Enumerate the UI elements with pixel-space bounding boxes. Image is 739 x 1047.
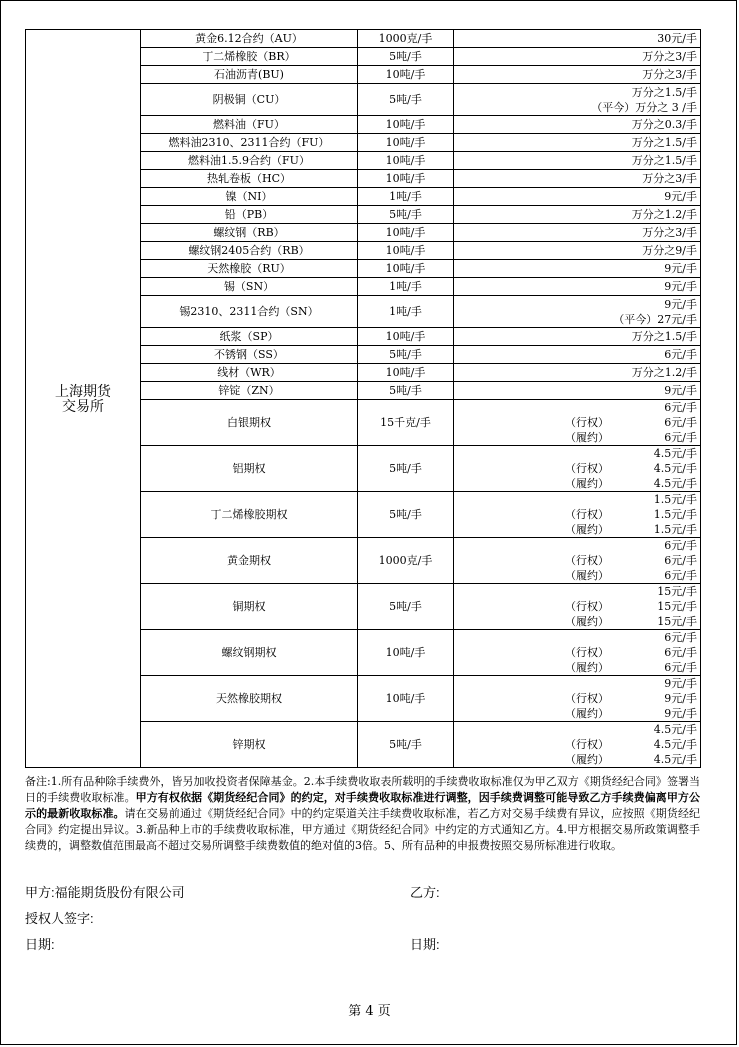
- fee-line: [454, 153, 697, 168]
- fee-line: [454, 568, 697, 583]
- fee-value: 4.5元/手: [653, 477, 697, 490]
- fee-value: 1.5元/手: [653, 523, 697, 536]
- fee-qualifier: （履约）: [565, 707, 609, 720]
- trade-unit: 10吨/手: [358, 66, 454, 84]
- party-b-label: 乙方:: [410, 885, 440, 900]
- trade-unit: 1吨/手: [358, 278, 454, 296]
- fee-line: [454, 135, 697, 150]
- fee-cell: [454, 242, 701, 260]
- product-name: 燃料油1.5.9合约（FU）: [141, 152, 358, 170]
- fee-line: [454, 243, 697, 258]
- trade-unit: 5吨/手: [358, 84, 454, 116]
- notes-text-continued: 请在交易前通过《期货经纪合同》中的约定渠道关注手续费收取标准，若乙方对交易手续费有异议，应按照《期货经纪合同》约定提出异议。3.新品种上市的手续费收取标准，甲方通过《期货经纪合同》中约定的方式通知乙方。4.甲方根据交易所政策调整手续费的，调整数值范围最高不超过交易所调整手续费数值的绝对值的3倍。5、所有品种的申报费按照交易所标准进行收取。: [25, 807, 701, 852]
- fee-value: 万分之1.5/手: [631, 85, 697, 99]
- fee-cell: [454, 364, 701, 382]
- fee-line: [454, 67, 697, 82]
- fee-cell: [454, 382, 701, 400]
- fee-line: [454, 584, 697, 599]
- product-name: 铝期权: [141, 446, 358, 492]
- exchange-name: 上海期货 交易所: [26, 30, 141, 768]
- party-a-label: 甲方:福能期货股份有限公司: [25, 885, 185, 900]
- fee-line: [454, 400, 697, 415]
- fee-qualifier: （行权）: [565, 416, 609, 429]
- fee-cell: [454, 492, 701, 538]
- fee-table: [25, 29, 701, 768]
- fee-value: 6元/手: [664, 416, 697, 429]
- fee-value: 30元/手: [657, 32, 697, 45]
- fee-line: [454, 347, 697, 362]
- fee-line: [454, 522, 697, 537]
- product-name: 铜期权: [141, 584, 358, 630]
- fee-line: [454, 225, 697, 240]
- fee-line: [454, 261, 697, 276]
- page-number: 第 4 页: [348, 1004, 391, 1019]
- fee-value: 9元/手: [664, 384, 697, 397]
- fee-line: [454, 329, 697, 344]
- trade-unit: 1吨/手: [358, 188, 454, 206]
- fee-value: 4.5元/手: [653, 447, 697, 460]
- trade-unit: 10吨/手: [358, 170, 454, 188]
- fee-value: 万分之3/手: [642, 172, 697, 185]
- fee-line: [454, 722, 697, 737]
- fee-line: [454, 706, 697, 721]
- fee-value: 4.5元/手: [653, 723, 697, 736]
- fee-qualifier: （履约）: [565, 523, 609, 536]
- fee-qualifier: （履约）: [565, 569, 609, 582]
- fee-value: 万分之1.5/手: [631, 330, 697, 343]
- fee-cell: [454, 170, 701, 188]
- fee-value: 4.5元/手: [653, 753, 697, 766]
- fee-value: 9元/手: [664, 707, 697, 720]
- fee-line: [454, 660, 697, 675]
- trade-unit: 10吨/手: [358, 224, 454, 242]
- product-name: 燃料油（FU）: [141, 116, 358, 134]
- fee-value: 15元/手: [657, 600, 697, 613]
- fee-line: [454, 31, 697, 46]
- fee-value: 万分之3/手: [642, 50, 697, 63]
- trade-unit: 10吨/手: [358, 152, 454, 170]
- fee-line: [454, 49, 697, 64]
- fee-cell: [454, 84, 701, 116]
- fee-cell: [454, 66, 701, 84]
- fee-cell: [454, 48, 701, 66]
- product-name: 黄金期权: [141, 538, 358, 584]
- trade-unit: 10吨/手: [358, 116, 454, 134]
- fee-value: 6元/手: [664, 401, 697, 414]
- trade-unit: 10吨/手: [358, 260, 454, 278]
- fee-value: 6元/手: [664, 348, 697, 361]
- fee-qualifier: （行权）: [565, 646, 609, 659]
- fee-qualifier: （履约）: [565, 753, 609, 766]
- fee-line: [454, 207, 697, 222]
- fee-qualifier: （平今）: [613, 312, 658, 326]
- fee-line: [454, 507, 697, 522]
- trade-unit: 1000克/手: [358, 30, 454, 48]
- trade-unit: 5吨/手: [358, 206, 454, 224]
- product-name: 热轧卷板（HC）: [141, 170, 358, 188]
- product-name: 锌锭（ZN）: [141, 382, 358, 400]
- notes-bold-text: 甲方有权依据《期货经纪合同》的约定，对手续费收取标准进行调整，因手续费调整可能导致乙方手续费偏离甲方公示的最新收取标准。: [25, 791, 701, 820]
- fee-line: [454, 630, 697, 645]
- fee-line: [454, 492, 697, 507]
- fee-line: [454, 599, 697, 614]
- fee-value: 15元/手: [657, 585, 697, 598]
- trade-unit: 5吨/手: [358, 48, 454, 66]
- fee-value: 4.5元/手: [653, 462, 697, 475]
- product-name: 螺纹钢2405合约（RB）: [141, 242, 358, 260]
- fee-cell: [454, 722, 701, 768]
- trade-unit: 5吨/手: [358, 722, 454, 768]
- trade-unit: 1吨/手: [358, 296, 454, 328]
- fee-line: [454, 614, 697, 629]
- fee-cell: [454, 206, 701, 224]
- notes: [25, 774, 700, 854]
- fee-value: 6元/手: [664, 569, 697, 582]
- fee-line: [454, 312, 697, 327]
- product-name: 螺纹钢（RB）: [141, 224, 358, 242]
- trade-unit: 15千克/手: [358, 400, 454, 446]
- trade-unit: 5吨/手: [358, 492, 454, 538]
- fee-cell: [454, 260, 701, 278]
- fee-value: 万分之1.5/手: [631, 154, 697, 167]
- trade-unit: 10吨/手: [358, 630, 454, 676]
- fee-cell: [454, 30, 701, 48]
- product-name: 丁二烯橡胶期权: [141, 492, 358, 538]
- fee-qualifier: （行权）: [565, 600, 609, 613]
- fee-line: [454, 461, 697, 476]
- fee-line: [454, 752, 697, 767]
- fee-value: 9元/手: [664, 677, 697, 690]
- notes-text: 备注:1.所有品种除手续费外，皆另加收投资者保障基金。2.本手续费收取表所载明的手续费收取标准仅为甲乙双方《期货经纪合同》签署当日的手续费收取标准。: [25, 775, 700, 804]
- product-name: 燃料油2310、2311合约（FU）: [141, 134, 358, 152]
- fee-cell: [454, 224, 701, 242]
- fee-cell: [454, 446, 701, 492]
- fee-qualifier: （平今）: [591, 100, 636, 114]
- fee-qualifier: （履约）: [565, 661, 609, 674]
- trade-unit: 5吨/手: [358, 584, 454, 630]
- fee-value: 万分之1.5/手: [631, 136, 697, 149]
- fee-value: 9元/手: [664, 692, 697, 705]
- fee-cell: [454, 584, 701, 630]
- product-name: 石油沥青(BU): [141, 66, 358, 84]
- fee-value: 万分之1.2/手: [631, 208, 697, 221]
- product-name: 白银期权: [141, 400, 358, 446]
- fee-qualifier: （履约）: [565, 477, 609, 490]
- fee-value: 9元/手: [664, 280, 697, 293]
- fee-value: 4.5元/手: [653, 738, 697, 751]
- trade-unit: 10吨/手: [358, 134, 454, 152]
- fee-line: [454, 171, 697, 186]
- fee-value: 万分之3/手: [642, 226, 697, 239]
- product-name: 锡（SN）: [141, 278, 358, 296]
- fee-value: 万分之 3 /手: [635, 100, 697, 114]
- product-name: 不锈钢（SS）: [141, 346, 358, 364]
- fee-line: [454, 383, 697, 398]
- authorized-signature-label: 授权人签字:: [25, 911, 94, 926]
- fee-qualifier: （行权）: [565, 738, 609, 751]
- trade-unit: 10吨/手: [358, 328, 454, 346]
- product-name: 天然橡胶期权: [141, 676, 358, 722]
- fee-line: [454, 85, 697, 100]
- product-name: 线材（WR）: [141, 364, 358, 382]
- fee-value: 9元/手: [664, 190, 697, 203]
- fee-qualifier: （行权）: [565, 508, 609, 521]
- fee-line: [454, 538, 697, 553]
- fee-value: 万分之3/手: [642, 68, 697, 81]
- fee-line: [454, 676, 697, 691]
- trade-unit: 10吨/手: [358, 242, 454, 260]
- fee-cell: [454, 676, 701, 722]
- fee-value: 6元/手: [664, 661, 697, 674]
- fee-cell: [454, 116, 701, 134]
- fee-qualifier: （行权）: [565, 692, 609, 705]
- fee-line: [454, 189, 697, 204]
- fee-line: [454, 476, 697, 491]
- fee-value: 万分之9/手: [642, 244, 697, 257]
- fee-line: [454, 415, 697, 430]
- date-a-label: 日期:: [25, 937, 55, 952]
- fee-cell: [454, 630, 701, 676]
- fee-line: [454, 691, 697, 706]
- fee-line: [454, 737, 697, 752]
- table-row: [26, 30, 701, 48]
- fee-qualifier: （行权）: [565, 462, 609, 475]
- fee-value: 9元/手: [664, 297, 697, 311]
- fee-line: [454, 645, 697, 660]
- trade-unit: 5吨/手: [358, 346, 454, 364]
- fee-cell: [454, 296, 701, 328]
- fee-value: 15元/手: [657, 615, 697, 628]
- fee-value: 万分之0.3/手: [631, 118, 697, 131]
- fee-cell: [454, 152, 701, 170]
- fee-line: [454, 365, 697, 380]
- fee-value: 6元/手: [664, 646, 697, 659]
- fee-value: 27元/手: [657, 312, 697, 326]
- product-name: 纸浆（SP）: [141, 328, 358, 346]
- fee-line: [454, 446, 697, 461]
- fee-line: [454, 553, 697, 568]
- fee-cell: [454, 134, 701, 152]
- product-name: 铅（PB）: [141, 206, 358, 224]
- fee-cell: [454, 188, 701, 206]
- fee-value: 6元/手: [664, 554, 697, 567]
- date-b-label: 日期:: [410, 937, 440, 952]
- fee-value: 万分之1.2/手: [631, 366, 697, 379]
- fee-line: [454, 100, 697, 115]
- fee-cell: [454, 328, 701, 346]
- fee-value: 1.5元/手: [653, 493, 697, 506]
- fee-line: [454, 117, 697, 132]
- trade-unit: 5吨/手: [358, 446, 454, 492]
- fee-line: [454, 297, 697, 312]
- fee-value: 1.5元/手: [653, 508, 697, 521]
- fee-value: 9元/手: [664, 262, 697, 275]
- product-name: 锡2310、2311合约（SN）: [141, 296, 358, 328]
- fee-line: [454, 279, 697, 294]
- fee-value: 6元/手: [664, 631, 697, 644]
- product-name: 阴极铜（CU）: [141, 84, 358, 116]
- trade-unit: 1000克/手: [358, 538, 454, 584]
- fee-line: [454, 430, 697, 445]
- trade-unit: 10吨/手: [358, 364, 454, 382]
- product-name: 镍（NI）: [141, 188, 358, 206]
- fee-qualifier: （履约）: [565, 431, 609, 444]
- fee-qualifier: （行权）: [565, 554, 609, 567]
- fee-cell: [454, 538, 701, 584]
- trade-unit: 5吨/手: [358, 382, 454, 400]
- product-name: 螺纹钢期权: [141, 630, 358, 676]
- fee-qualifier: （履约）: [565, 615, 609, 628]
- fee-cell: [454, 278, 701, 296]
- fee-value: 6元/手: [664, 431, 697, 444]
- fee-cell: [454, 400, 701, 446]
- product-name: 锌期权: [141, 722, 358, 768]
- fee-value: 6元/手: [664, 539, 697, 552]
- trade-unit: 10吨/手: [358, 676, 454, 722]
- product-name: 黄金6.12合约（AU）: [141, 30, 358, 48]
- product-name: 丁二烯橡胶（BR）: [141, 48, 358, 66]
- product-name: 天然橡胶（RU）: [141, 260, 358, 278]
- fee-cell: [454, 346, 701, 364]
